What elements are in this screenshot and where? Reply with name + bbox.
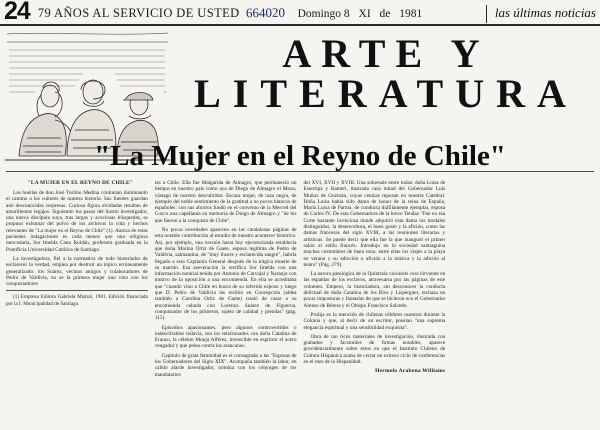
headline-divider: [6, 171, 594, 172]
column-3: [304, 180, 446, 420]
date-month: XI: [358, 8, 371, 20]
article-byline: Hermelo Arabena Williams: [375, 368, 446, 375]
article-kicker: "LA MUJER EN EL REYNO DE CHILE": [27, 180, 134, 186]
date-weekday: Domingo 8: [297, 8, 350, 20]
paragraph: del XVI, XVII y XVIII. Una sobresale entre todas: doña Luisa de Esterripa y Rameri, ilustrada casa mitad del Gobernador Luis Muñoz de Guzmán, cuyas cenizas reposan en nuestra Catedral. Doña Luisa había sido dama de honor de la reina de España, María Luisa de Parma, de conducta diáfilamente ejemplar, esposa de Carlos IV. De esta Gobernadora de la breve Tendaz "Fue en esa Corte bastante licenciosa donde adquirió esta dama los modales distinguidos, la desenvoltura, el buen gusto y la afición, como las damas francesas del siglo XVIII, a las reuniones literarias y artísticas. Se puede decir que ella fue la que inauguró el primer salón al estilo francés. Introdujo en la sociedad santiaguina muchas costumbres de buen tono, entre ellas los viajes a la playa en verano y su adicción o afición a la música y la adición al teatro" (Pág. 279).: [303, 180, 446, 268]
handwritten-code: 664020: [245, 4, 285, 21]
column-4-spacer: [452, 180, 594, 420]
page-number: 24: [4, 0, 30, 25]
section-title-line2: LITERATURA: [194, 71, 578, 116]
column-1: [6, 180, 148, 420]
paragraph: Las huellas de don José Toribio Medina continúan iluminando el camino a los cultores de nuestra historia. Sus fuentes guardan aún desconocidas sorpresas. Curiosa figura olvidadas resultan de amarillentos legajos. Siguiendo los pasos del ilustre investigador, una nueva discípula suya, tras largas y acuciosas búsquedas, se propuso exhumar del polvo de los archivos la vida y hechos relevantes de "La mujer en el Reyno de Chile" (1). Autora de estas pacientes indagaciones es cada menos que una religiosa mercedaria, Sor Imelda Cano Roldán, profesora graduada en la Pontificia Universidad Católica de Santiago.: [6, 190, 148, 253]
column-2: [155, 180, 297, 420]
paragraph: Obra de tan ricos materiales de investigación, ilustrada con grabados y facsímiles de firmas notables, aparece providencialmente sobre éstos en que el Instituto Chileno de Cultura Hispánica acaba de cerrar un exitoso ciclo de conferencias en el mes de la Hispanidad.: [303, 333, 446, 366]
paragraph: Prolija es la mención de chilenas célebres nuestras durante la Colonia y que, al decir de un escritor, poseían "una suprema elegancia espiritual y una sensibilidad exquisita".: [303, 311, 446, 331]
article-headline: "La Mujer en el Reyno de Chile": [94, 140, 506, 172]
paragraph: Capítulo de grata feminidad es el consagrado a las "Esposas de los Gobernadores del Siglo XIX". Acompaña también la labor, en cálido alarde investigador, nómina con los cónyuges de los mandatarios: [154, 352, 297, 378]
date-prefix: de: [379, 8, 391, 20]
newspaper-brand: las últimas noticias: [486, 5, 596, 23]
headline-wrap: [40, 140, 560, 172]
date-year: 1981: [399, 8, 423, 20]
paragraph: La aurora patológica de la Quintrala volcando cera hirviente en las espaldas de los esclavos, atravesarsa por las páginas de este volumen. Empero, la historiadora, sin desconocer la conducta delictual de doña Catalina de los Ríos y Lisperguer, rechaza no pocas imposturas y fantasías de que se hicieron eco el Gobernador Alonso de Ribera y el Obispo Francisco Salcedo.: [303, 271, 446, 309]
paragraph: Episodios apasionantes, pero algunos controvertidos o indescifrables todavía, son los relacionados con doña Catalina de Erauzo, la célebre Monja Alférez, invencible en esgrimir el acero vengador y que pelea contra los araucanos.: [154, 324, 297, 350]
paragraph: No pocas novedades aparecen en las caudalosas páginas de esta notable contribución al estudio de nuestro acontecer histórico. Así, por ejemplo, una versión hasta hoy ejecutorizada establecía que doña Marina Ortiz de Gaete, esposa legítima de Pedro de Valdivia, salmantina, de "muy ilustre y esclarecida sangre", habría llegado a esta Capitanía General después de la trágica muerte de su marido. Esa aseveración la rectifica Sor Imelda con una información notarial tenida por Antonio de Carvajal y Naranjo con motivo de la oposición a una encomienda. En ella se acreditaba que "cuando vino a Chile en busca de su referido esposo y luego que D. Pedro de Valdivia las recibió en Concepción (aldea también a Carolina Ortiz de Gaete) trasló de casar a su encomienda cabada con Lorenzo Suárez de Figueroa, conquistador de los primeros, sujeto de calidad y prendas" (pág. 115).: [154, 227, 297, 322]
masthead-slogan: 79 AÑOS AL SERVICIO DE USTED: [37, 6, 240, 20]
paragraph: las a Chile. Ella fue Malgarida de Almagro, que permaneció un tiempo en nuestro país como aya de Diego de Almagro el Mozo, vástago de nuestro descubridor. Escasa mujer, de raza negra, de ejemplo del noble sentimiento de la gratitud a no pocos blancos de españoles: con sus ahorros fundó en el convento de la Merced del Cuzco una capellanía en memoria de Diego de Almagro y "de los que fueron a la conquista de Chile".: [154, 180, 297, 224]
footnote: (1) Empresa Editora Gabriela Mistral, 1981. Edición financiada por la I. Municipalidad de Santiago.: [6, 290, 148, 306]
masthead: [0, 0, 600, 26]
paragraph: La investigadora, fiel a la normativa de todo historiador de esclarecer la verdad, emplea por destruir un tópico erróneamente generalizado: los Suárez, vecinos amigos y colaboradores de Pedro de Valdivia, no se la primera mujer uno vino con los conquistadores: [6, 255, 148, 288]
section-title-line1: ARTE Y: [282, 31, 490, 76]
article-columns: [6, 180, 594, 420]
section-title: [176, 31, 596, 116]
publication-date: [295, 8, 486, 23]
